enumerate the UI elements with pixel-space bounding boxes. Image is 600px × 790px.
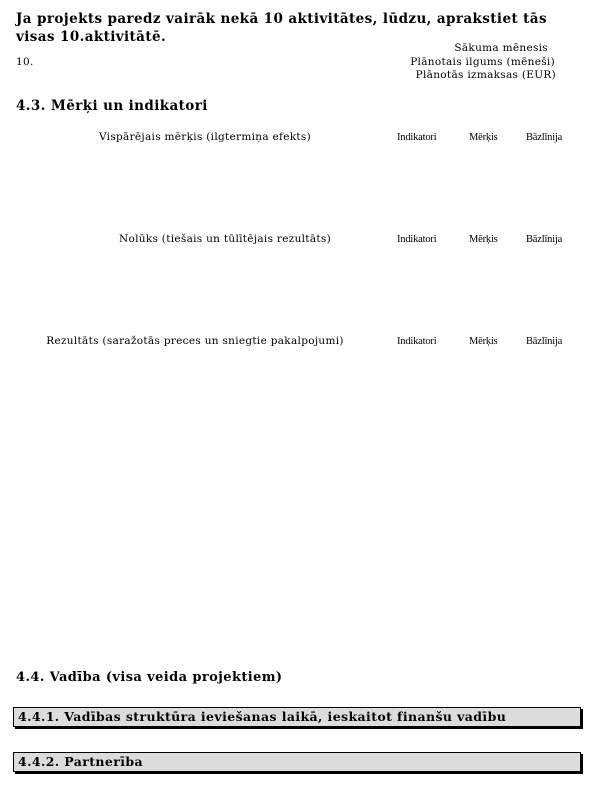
subsection-4-4-1-box: 4.4.1. Vadības struktūra ieviešanas laikā, ieskaitot finanšu vadību bbox=[13, 707, 581, 727]
baseline-header: Bāzlīnija bbox=[526, 132, 563, 143]
target-header: Mērķis bbox=[469, 336, 498, 347]
start-month-label: Sākuma mēnesis bbox=[454, 42, 548, 54]
indicators-header: Indikatori bbox=[397, 132, 437, 143]
target-header: Mērķis bbox=[469, 234, 498, 245]
indicators-header: Indikatori bbox=[397, 336, 437, 347]
planned-duration-label: Plānotais ilgums (mēneši) bbox=[410, 56, 555, 68]
planned-cost-label: Plānotās izmaksas (EUR) bbox=[415, 69, 556, 81]
baseline-header: Bāzlīnija bbox=[526, 234, 563, 245]
section-4-3-title: 4.3. Mērķi un indikatori bbox=[16, 98, 208, 114]
target-header: Mērķis bbox=[469, 132, 498, 143]
baseline-header: Bāzlīnija bbox=[526, 336, 563, 347]
activity-number: 10. bbox=[16, 56, 34, 68]
goal-row-label: Vispārējais mērķis (ilgtermiņa efekts) bbox=[98, 131, 312, 143]
section-4-4-title: 4.4. Vadība (visa veida projektiem) bbox=[16, 670, 283, 685]
result-row-label: Rezultāts (saražotās preces un sniegtie pakalpojumi) bbox=[46, 335, 344, 347]
purpose-row-label: Nolūks (tiešais un tūlītējais rezultāts) bbox=[118, 233, 331, 245]
indicators-header: Indikatori bbox=[397, 234, 437, 245]
subsection-4-4-2-box: 4.4.2. Partnerība bbox=[13, 752, 581, 772]
intro-heading: Ja projekts paredz vairāk nekā 10 aktivitātes, lūdzu, aprakstiet tās visas 10.aktivitātē. bbox=[16, 11, 547, 45]
